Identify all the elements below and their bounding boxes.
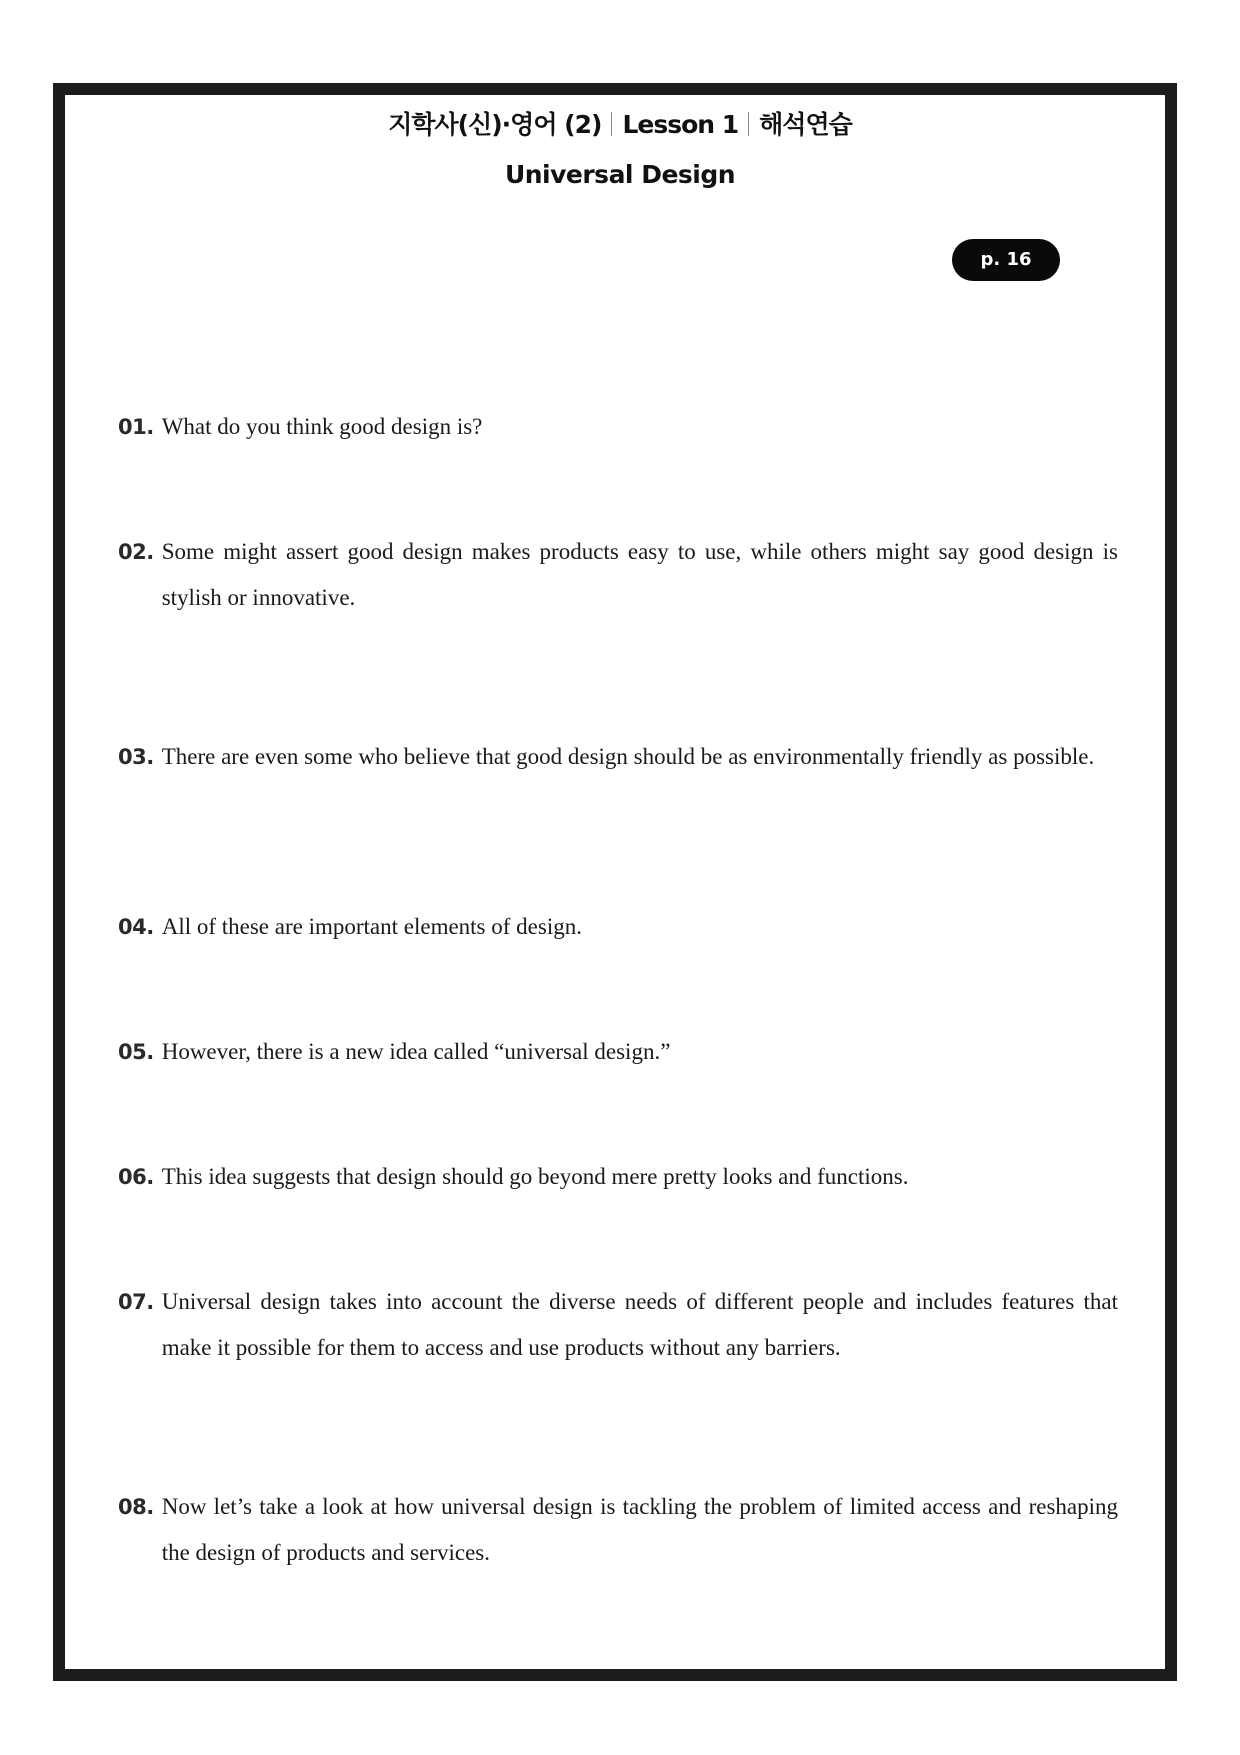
sentence-item-03 — [118, 734, 1118, 780]
header-section: 해석연습 — [759, 110, 852, 139]
sentence-number: 06. — [118, 1165, 154, 1189]
sentence-item-04 — [118, 904, 1118, 950]
sentence-text: All of these are important elements of design. — [161, 914, 582, 939]
sentence-item-08 — [118, 1484, 1118, 1576]
sentence-text: Some might assert good design makes products easy to use, while others might say good design is stylish or innovative. — [161, 539, 1118, 610]
header-lesson: Lesson 1 — [622, 110, 739, 139]
page-title: Universal Design — [504, 160, 736, 189]
page-number-badge: p. 16 — [952, 239, 1060, 281]
sentence-item-06 — [118, 1154, 1118, 1200]
header-divider — [611, 112, 612, 136]
sentence-text: There are even some who believe that good design should be as environmentally friendly as possible. — [161, 744, 1095, 769]
sentence-text: However, there is a new idea called “universal design.” — [161, 1039, 671, 1064]
sentence-item-07 — [118, 1279, 1118, 1371]
sentence-text: What do you think good design is? — [161, 414, 483, 439]
sentence-text: This idea suggests that design should go beyond mere pretty looks and functions. — [161, 1164, 909, 1189]
sentence-number: 04. — [118, 915, 154, 939]
header-divider — [748, 112, 749, 136]
header-course: 지학사(신)·영어 (2) — [388, 110, 602, 139]
sentence-number: 07. — [118, 1290, 154, 1314]
sentence-text: Now let’s take a look at how universal design is tackling the problem of limited access and reshaping the design of products and services. — [161, 1494, 1118, 1565]
sentence-number: 02. — [118, 540, 154, 564]
sentence-item-02 — [118, 529, 1118, 621]
sentence-number: 08. — [118, 1495, 154, 1519]
sentence-number: 01. — [118, 415, 154, 439]
sentence-number: 05. — [118, 1040, 154, 1064]
page-border — [53, 83, 1177, 1681]
worksheet-header — [0, 105, 1240, 195]
sentence-number: 03. — [118, 745, 154, 769]
sentence-item-05 — [118, 1029, 1118, 1075]
header-meta-line — [0, 105, 1240, 145]
sentence-item-01 — [118, 404, 1118, 450]
sentence-text: Universal design takes into account the diverse needs of different people and includes features that make it possible for them to access and use products without any barriers. — [161, 1289, 1118, 1360]
